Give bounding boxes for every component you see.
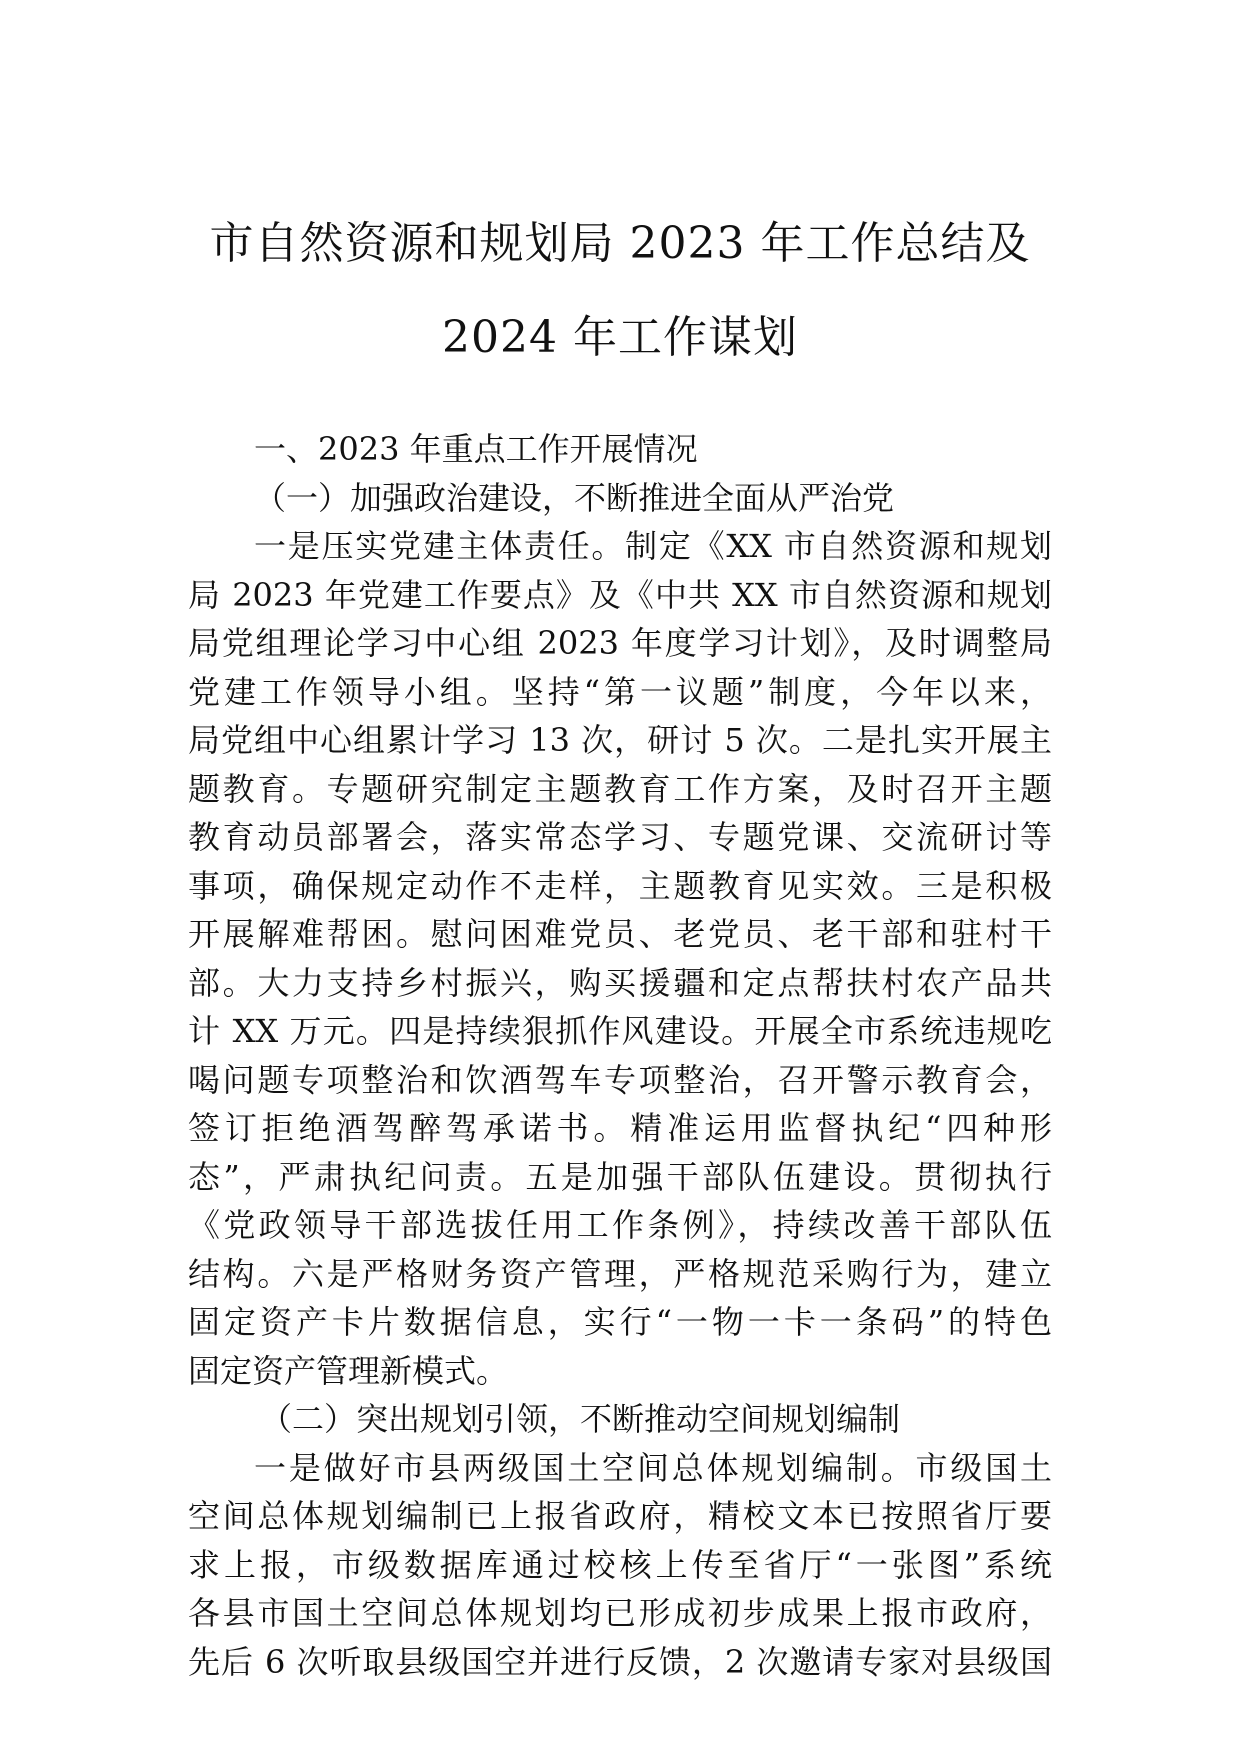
paragraph-line: 一是压实党建主体责任。制定《XX 市自然资源和规划 [254, 527, 1052, 565]
paragraph-line: 部。大力支持乡村振兴，购买援疆和定点帮扶村农产品共 [188, 963, 1052, 1002]
paragraph-line: 求上报，市级数据库通过校核上传至省厅“一张图”系统 [188, 1545, 1052, 1584]
paragraph-line: 签订拒绝酒驾醉驾承诺书。精准运用监督执纪“四种形 [188, 1109, 1052, 1147]
paragraph-line: 题教育。专题研究制定主题教育工作方案，及时召开主题 [188, 769, 1052, 808]
paragraph-line: 党建工作领导小组。坚持“第一议题”制度，今年以来， [188, 672, 1052, 711]
paragraph-line: 开展解难帮困。慰问困难党员、老党员、老干部和驻村干 [188, 915, 1052, 953]
paragraph-line: 教育动员部署会，落实常态学习、专题党课、交流研讨等 [188, 818, 1052, 856]
paragraph-line: 固定资产管理新模式。 [188, 1351, 509, 1390]
subsection-heading: （二）突出规划引领，不断推动空间规划编制 [260, 1400, 901, 1438]
paragraph-line: 结构。六是严格财务资产管理，严格规范采购行为，建立 [188, 1254, 1052, 1293]
paragraph-line: 计 XX 万元。四是持续狠抓作风建设。开展全市系统违规吃 [188, 1012, 1052, 1050]
paragraph-line: 喝问题专项整治和饮酒驾车专项整治，召开警示教育会， [188, 1060, 1052, 1099]
subsection-heading: （一）加强政治建设，不断推进全面从严治党 [254, 478, 895, 517]
paragraph-line: 空间总体规划编制已上报省政府，精校文本已按照省厅要 [188, 1497, 1052, 1535]
document-title-line-2: 2024 年工作谋划 [442, 312, 798, 363]
document-body [188, 425, 1052, 1686]
paragraph-line: 《党政领导干部选拔任用工作条例》，持续改善干部队伍 [188, 1206, 1052, 1244]
paragraph-line: 固定资产卡片数据信息，实行“一物一卡一条码”的特色 [188, 1303, 1052, 1341]
section-heading: 一、2023 年重点工作开展情况 [254, 430, 698, 468]
paragraph-line: 局 2023 年党建工作要点》及《中共 XX 市自然资源和规划 [188, 575, 1052, 614]
paragraph-line: 各县市国土空间总体规划均已形成初步成果上报市政府， [188, 1594, 1052, 1632]
paragraph-line: 一是做好市县两级国土空间总体规划编制。市级国土 [254, 1448, 1052, 1487]
paragraph-line: 先后 6 次听取县级国空并进行反馈，2 次邀请专家对县级国 [188, 1642, 1052, 1681]
document-title-line-1: 市自然资源和规划局 2023 年工作总结及 [209, 218, 1031, 269]
paragraph-line: 事项，确保规定动作不走样，主题教育见实效。三是积极 [188, 866, 1052, 905]
paragraph-line: 局党组理论学习中心组 2023 年度学习计划》，及时调整局 [188, 624, 1052, 662]
paragraph-line: 局党组中心组累计学习 13 次，研讨 5 次。二是扎实开展主 [188, 721, 1052, 759]
paragraph-line: 态”，严肃执纪问责。五是加强干部队伍建设。贯彻执行 [188, 1157, 1052, 1196]
